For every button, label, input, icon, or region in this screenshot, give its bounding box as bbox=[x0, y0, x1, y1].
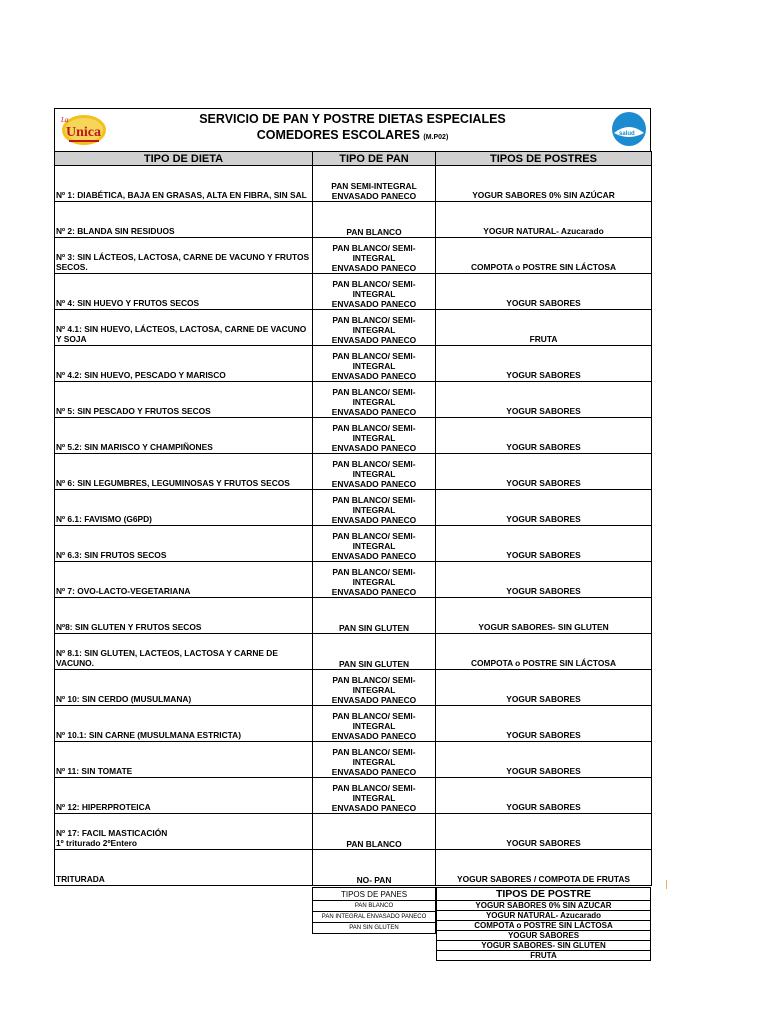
table-row bbox=[55, 814, 652, 850]
dessert-type-cell: YOGUR SABORES- SIN GLUTEN bbox=[436, 598, 652, 634]
table-row bbox=[55, 598, 652, 634]
diet-type-cell: Nº 5: SIN PESCADO Y FRUTOS SECOS bbox=[55, 382, 313, 418]
bread-type-cell: PAN BLANCO bbox=[313, 814, 436, 850]
dessert-type-cell: FRUTA bbox=[436, 310, 652, 346]
dessert-type-cell: YOGUR SABORES bbox=[436, 814, 652, 850]
bread-type-cell: PAN SIN GLUTEN bbox=[313, 634, 436, 670]
dessert-type-cell: YOGUR SABORES bbox=[436, 346, 652, 382]
table-row bbox=[55, 634, 652, 670]
table-row bbox=[55, 166, 652, 202]
diet-type-cell: Nº 6: SIN LEGUMBRES, LEGUMINOSAS Y FRUTOS SECOS bbox=[55, 454, 313, 490]
table-row bbox=[55, 490, 652, 526]
bread-type-cell: PAN SIN GLUTEN bbox=[313, 598, 436, 634]
legend-panes-header: TIPOS DE PANES bbox=[313, 888, 436, 901]
dessert-type-cell: YOGUR SABORES bbox=[436, 562, 652, 598]
diet-type-cell: Nº 17: FACIL MASTICACIÓN 1º triturado 2ºEntero bbox=[55, 814, 313, 850]
bread-type-cell: PAN BLANCO/ SEMI-INTEGRAL ENVASADO PANECO bbox=[313, 346, 436, 382]
page-subtitle: COMEDORES ESCOLARES (M.P02) bbox=[256, 128, 449, 142]
bread-type-cell: NO- PAN bbox=[313, 850, 436, 886]
dessert-type-cell: YOGUR SABORES bbox=[436, 526, 652, 562]
diet-type-cell: Nº 4.1: SIN HUEVO, LÁCTEOS, LACTOSA, CARNE DE VACUNO Y SOJA bbox=[55, 310, 313, 346]
legend-postre-item: YOGUR SABORES 0% SIN AZUCAR bbox=[437, 901, 651, 911]
table-row bbox=[55, 418, 652, 454]
bread-type-cell: PAN BLANCO/ SEMI-INTEGRAL ENVASADO PANECO bbox=[313, 742, 436, 778]
legend-pan-item: PAN BLANCO bbox=[313, 901, 436, 912]
table-row bbox=[55, 562, 652, 598]
diet-type-cell: Nº 7: OVO-LACTO-VEGETARIANA bbox=[55, 562, 313, 598]
diet-type-cell: Nº 2: BLANDA SIN RESIDUOS bbox=[55, 202, 313, 238]
bread-type-cell: PAN BLANCO/ SEMI-INTEGRAL ENVASADO PANECO bbox=[313, 526, 436, 562]
svg-text:La: La bbox=[61, 116, 69, 124]
svg-text:Unica: Unica bbox=[66, 125, 101, 140]
legend-postre-item: COMPOTA o POSTRE SIN LÁCTOSA bbox=[437, 921, 651, 931]
table-row bbox=[55, 706, 652, 742]
bread-type-cell: PAN BLANCO/ SEMI-INTEGRAL ENVASADO PANECO bbox=[313, 382, 436, 418]
bread-type-cell: PAN BLANCO/ SEMI-INTEGRAL ENVASADO PANECO bbox=[313, 670, 436, 706]
bread-type-cell: PAN BLANCO/ SEMI-INTEGRAL ENVASADO PANECO bbox=[313, 562, 436, 598]
diet-type-cell: Nº 6.1: FAVISMO (G6PD) bbox=[55, 490, 313, 526]
bread-type-cell: PAN BLANCO/ SEMI-INTEGRAL ENVASADO PANECO bbox=[313, 490, 436, 526]
diet-type-cell: Nº 4.2: SIN HUEVO, PESCADO Y MARISCO bbox=[55, 346, 313, 382]
bread-type-cell: PAN BLANCO/ SEMI-INTEGRAL ENVASADO PANECO bbox=[313, 310, 436, 346]
dessert-type-cell: YOGUR SABORES bbox=[436, 490, 652, 526]
dessert-type-cell: YOGUR SABORES bbox=[436, 418, 652, 454]
col-header-postres: TIPOS DE POSTRES bbox=[436, 152, 652, 166]
salud-logo bbox=[610, 111, 648, 147]
bread-type-cell: PAN BLANCO bbox=[313, 202, 436, 238]
dessert-type-cell: YOGUR SABORES 0% SIN AZÚCAR bbox=[436, 166, 652, 202]
table-row bbox=[55, 670, 652, 706]
table-row bbox=[55, 742, 652, 778]
table-row bbox=[55, 454, 652, 490]
dessert-type-cell: YOGUR SABORES bbox=[436, 778, 652, 814]
diet-type-cell: Nº 6.3: SIN FRUTOS SECOS bbox=[55, 526, 313, 562]
bread-type-cell: PAN BLANCO/ SEMI-INTEGRAL ENVASADO PANECO bbox=[313, 418, 436, 454]
table-row bbox=[55, 346, 652, 382]
bread-type-cell: PAN BLANCO/ SEMI-INTEGRAL ENVASADO PANECO bbox=[313, 706, 436, 742]
dessert-type-cell: YOGUR SABORES / COMPOTA DE FRUTAS bbox=[436, 850, 652, 886]
dessert-type-cell: YOGUR SABORES bbox=[436, 670, 652, 706]
diet-type-cell: Nº8: SIN GLUTEN Y FRUTOS SECOS bbox=[55, 598, 313, 634]
cell-marker bbox=[666, 880, 667, 889]
col-header-pan: TIPO DE PAN bbox=[313, 152, 436, 166]
diet-type-cell: Nº 1: DIABÉTICA, BAJA EN GRASAS, ALTA EN FIBRA, SIN SAL bbox=[55, 166, 313, 202]
diet-type-cell: Nº 10.1: SIN CARNE (MUSULMANA ESTRICTA) bbox=[55, 706, 313, 742]
diet-type-cell: TRITURADA bbox=[55, 850, 313, 886]
dessert-type-cell: YOGUR NATURAL- Azucarado bbox=[436, 202, 652, 238]
legend-postre-item: YOGUR SABORES bbox=[437, 931, 651, 941]
svg-text:salud: salud bbox=[619, 131, 635, 137]
col-header-dieta: TIPO DE DIETA bbox=[55, 152, 313, 166]
bread-type-cell: PAN BLANCO/ SEMI-INTEGRAL ENVASADO PANECO bbox=[313, 454, 436, 490]
sheet-header bbox=[54, 108, 651, 151]
table-row bbox=[55, 238, 652, 274]
legend-postre-item: YOGUR NATURAL- Azucarado bbox=[437, 911, 651, 921]
diet-type-cell: Nº 4: SIN HUEVO Y FRUTOS SECOS bbox=[55, 274, 313, 310]
diet-type-cell: Nº 10: SIN CERDO (MUSULMANA) bbox=[55, 670, 313, 706]
form-code: (M.P02) bbox=[423, 134, 449, 141]
diet-type-cell: Nº 3: SIN LÁCTEOS, LACTOSA, CARNE DE VACUNO Y FRUTOS SECOS. bbox=[55, 238, 313, 274]
bread-type-cell: PAN BLANCO/ SEMI-INTEGRAL ENVASADO PANECO bbox=[313, 238, 436, 274]
page-title: SERVICIO DE PAN Y POSTRE DIETAS ESPECIALES bbox=[199, 112, 506, 126]
dessert-type-cell: COMPOTA o POSTRE SIN LÁCTOSA bbox=[436, 238, 652, 274]
legend-panes-table bbox=[312, 887, 436, 934]
dessert-type-cell: YOGUR SABORES bbox=[436, 742, 652, 778]
dessert-type-cell: YOGUR SABORES bbox=[436, 706, 652, 742]
table-row bbox=[55, 778, 652, 814]
legend-pan-item: PAN INTEGRAL ENVASADO PANECO bbox=[313, 912, 436, 923]
diet-sheet bbox=[54, 108, 651, 886]
bread-type-cell: PAN BLANCO/ SEMI-INTEGRAL ENVASADO PANECO bbox=[313, 778, 436, 814]
table-row bbox=[55, 202, 652, 238]
legend-postre-item: YOGUR SABORES- SIN GLUTEN bbox=[437, 941, 651, 951]
dessert-type-cell: YOGUR SABORES bbox=[436, 274, 652, 310]
diet-type-cell: Nº 12: HIPERPROTEICA bbox=[55, 778, 313, 814]
legend-postres-table bbox=[436, 887, 651, 961]
table-row bbox=[55, 526, 652, 562]
diet-type-cell: Nº 5.2: SIN MARISCO Y CHAMPIÑONES bbox=[55, 418, 313, 454]
table-row bbox=[55, 274, 652, 310]
table-row bbox=[55, 850, 652, 886]
table-row bbox=[55, 382, 652, 418]
diet-table bbox=[54, 151, 652, 886]
diet-type-cell: Nº 8.1: SIN GLUTEN, LACTEOS, LACTOSA Y CARNE DE VACUNO. bbox=[55, 634, 313, 670]
legend-pan-item: PAN SIN GLUTEN bbox=[313, 923, 436, 934]
dessert-type-cell: YOGUR SABORES bbox=[436, 454, 652, 490]
dessert-type-cell: YOGUR SABORES bbox=[436, 382, 652, 418]
table-row bbox=[55, 310, 652, 346]
bread-type-cell: PAN SEMI-INTEGRAL ENVASADO PANECO bbox=[313, 166, 436, 202]
legend-postre-item: FRUTA bbox=[437, 951, 651, 961]
diet-type-cell: Nº 11: SIN TOMATE bbox=[55, 742, 313, 778]
bread-type-cell: PAN BLANCO/ SEMI-INTEGRAL ENVASADO PANECO bbox=[313, 274, 436, 310]
dessert-type-cell: COMPOTA o POSTRE SIN LÁCTOSA bbox=[436, 634, 652, 670]
legend-postres-header: TIPOS DE POSTRE bbox=[437, 888, 651, 901]
